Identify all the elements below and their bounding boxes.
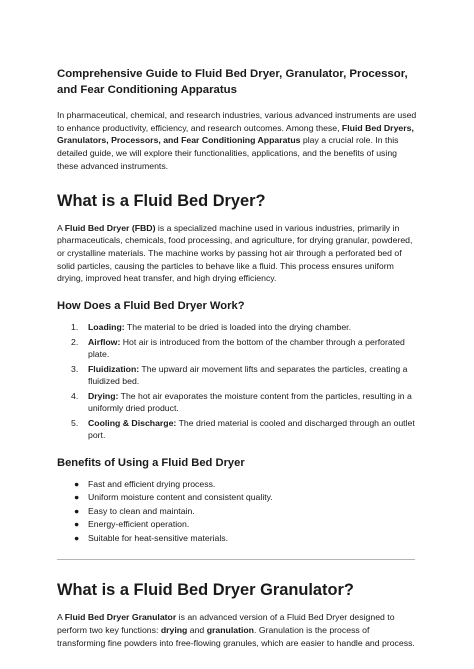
fbd-paragraph: [57, 222, 417, 286]
subheading-how-it-works: How Does a Fluid Bed Dryer Work?: [57, 300, 245, 313]
list-item: [57, 519, 417, 531]
bullet-icon: ●: [74, 478, 80, 489]
step-number: 1.: [71, 322, 79, 333]
step-label: Airflow:: [88, 337, 121, 348]
section-heading-granulator: What is a Fluid Bed Dryer Granulator?: [57, 581, 354, 600]
fbd-text-1: A: [57, 222, 65, 233]
step-number: 2.: [71, 337, 79, 348]
step-label: Cooling & Discharge:: [88, 418, 177, 429]
list-item: [57, 337, 417, 361]
list-item: [57, 418, 417, 442]
step-text: The material to be dried is loaded into the drying chamber.: [124, 322, 351, 333]
list-item: [57, 479, 417, 491]
step-label: Drying:: [88, 391, 119, 402]
bullet-icon: ●: [74, 519, 80, 530]
list-item: [57, 533, 417, 545]
benefit-text: Energy-efficient operation.: [88, 519, 190, 530]
intro-text-1: In pharmaceutical, chemical, and research industries, various advanced instruments are used to enhance productivity, efficiency, and research outcomes. Among these,: [57, 110, 417, 133]
benefit-text: Uniform moisture content and consistent quality.: [88, 492, 273, 503]
step-text: Hot air is introduced from the bottom of the chamber through a perforated plate.: [88, 337, 405, 360]
step-text: The dried material is cooled and discharged through an outlet port.: [88, 418, 415, 441]
section-heading-fluid-bed-dryer: What is a Fluid Bed Dryer?: [57, 191, 266, 210]
list-item: [57, 364, 417, 388]
gran-text-2: is an advanced version of a Fluid Bed Dryer designed to perform two key functions:: [57, 612, 395, 636]
list-item: [57, 492, 417, 504]
document-title: Comprehensive Guide to Fluid Bed Dryer, Granulator, Processor, and Fear Conditioning Apparatus: [57, 68, 408, 96]
granulator-paragraph: [57, 611, 417, 649]
list-item: [57, 506, 417, 518]
gran-text-3: and: [187, 625, 207, 636]
benefit-text: Fast and efficient drying process.: [88, 478, 216, 489]
fbd-bold-1: Fluid Bed Dryer (FBD): [64, 222, 156, 233]
step-number: 3.: [71, 364, 79, 375]
fbd-text-2: is a specialized machine used in various industries, primarily in pharmaceuticals, chemicals, food processing, and agriculture, for drying granular, powdered, or crystalline materials. The machine works by passing hot air through a perforated bed of solid particles, causing the particles to behave like a fluid. This process ensures uniform drying, improved heat transfer, and high drying efficiency.: [57, 222, 413, 284]
gran-text-4: . Granulation is the process of transforming fine powders into free-flowing granules, which are easier to handle and process.: [57, 625, 415, 648]
step-text: The hot air evaporates the moisture content from the particles, resulting in a uniformly dried product.: [88, 391, 412, 414]
intro-bold-1: Fluid Bed Dryers, Granulators, Processors, and Fear Conditioning Apparatus: [57, 122, 414, 146]
bullet-icon: ●: [74, 532, 80, 543]
step-label: Loading:: [88, 322, 125, 333]
horizontal-divider: [57, 559, 415, 560]
step-label: Fluidization:: [88, 364, 140, 375]
bullet-icon: ●: [74, 505, 80, 516]
document-content: [57, 66, 417, 650]
intro-paragraph: [57, 109, 417, 173]
bullet-icon: ●: [74, 492, 80, 503]
steps-list: [57, 322, 417, 442]
list-item: [57, 322, 417, 334]
step-number: 5.: [71, 418, 79, 429]
intro-text-2: play a crucial role. In this detailed guide, we will explore their functionalities, applications, and the benefits of using these advanced instruments.: [57, 135, 399, 171]
benefit-text: Suitable for heat-sensitive materials.: [88, 532, 229, 543]
gran-text-1: A: [57, 612, 65, 623]
gran-bold-1: Fluid Bed Dryer Granulator: [64, 612, 177, 623]
gran-bold-3: granulation: [206, 625, 254, 636]
gran-bold-2: drying: [160, 625, 188, 636]
list-item: [57, 391, 417, 415]
benefits-list: [57, 479, 417, 545]
benefit-text: Easy to clean and maintain.: [88, 505, 195, 516]
step-text: The upward air movement lifts and separates the particles, creating a fluidized bed.: [88, 364, 408, 387]
subheading-benefits: Benefits of Using a Fluid Bed Dryer: [57, 456, 245, 469]
step-number: 4.: [71, 391, 79, 402]
